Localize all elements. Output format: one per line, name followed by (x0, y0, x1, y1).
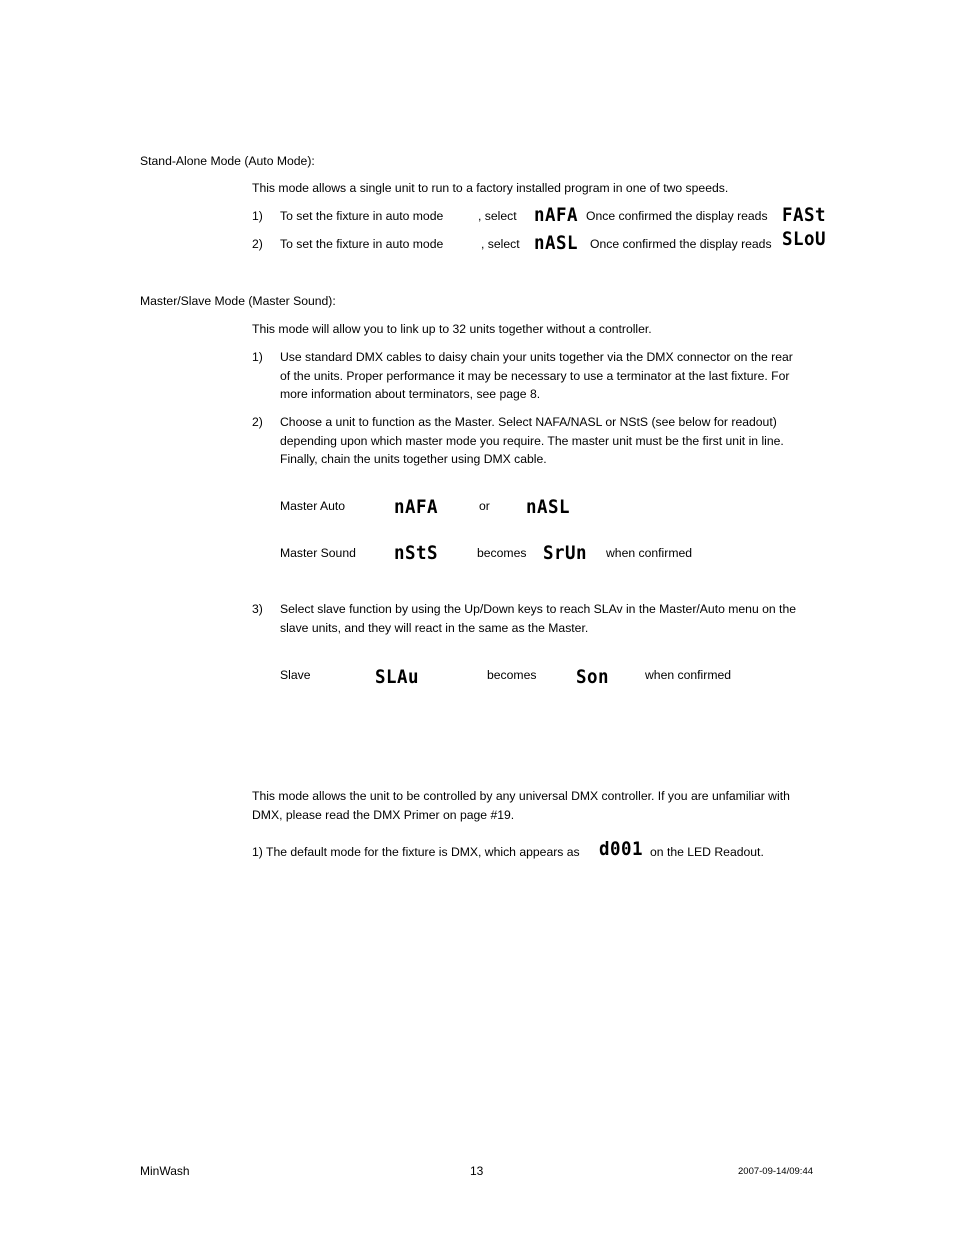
masterslave-item-3-text (280, 600, 796, 637)
text-line: Choose a unit to function as the Master. Select NAFA/NASL or NStS (see below for readout) (280, 415, 777, 429)
standalone-item-2-confirm: Once confirmed the display reads (590, 237, 772, 251)
standalone-item-1-text: To set the fixture in auto mode (280, 209, 444, 223)
text-line: slave units, and they will react in the same as the Master. (280, 620, 589, 635)
text-line: This mode allows the unit to be controlled by any universal DMX controller. If you are unfamiliar with (252, 789, 790, 803)
lcd-readout-nasl: nASL (526, 496, 570, 518)
when-confirmed-text: when confirmed (606, 546, 693, 560)
page-number: 13 (470, 1164, 484, 1178)
lcd-readout-son: Son (576, 666, 609, 688)
lcd-readout-d001: d001 (599, 838, 643, 860)
lcd-readout-nasl: nASL (534, 232, 578, 254)
standalone-item-2-select: , select (481, 237, 520, 251)
dmx-after-text: on the LED Readout. (650, 845, 764, 859)
standalone-intro: This mode allows a single unit to run to a factory installed program in one of two speeds. (252, 181, 729, 195)
standalone-item-1-num: 1) (252, 209, 263, 223)
text-line: Select slave function by using the Up/Down keys to reach SLAv in the Master/Auto menu on the (280, 602, 796, 616)
masterslave-intro: This mode will allow you to link up to 32 units together without a controller. (252, 322, 652, 336)
dmx-default-text: 1) The default mode for the fixture is DMX, which appears as (252, 845, 580, 859)
master-sound-label: Master Sound (280, 546, 356, 560)
footer-timestamp: 2007-09-14/09:44 (738, 1166, 814, 1177)
masterslave-heading: Master/Slave Mode (Master Sound): (140, 294, 336, 308)
lcd-readout-fast: FASt (782, 204, 826, 226)
text-line: Finally, chain the units together using DMX cable. (280, 452, 547, 467)
when-confirmed-text: when confirmed (645, 668, 732, 682)
standalone-item-1-select: , select (478, 209, 517, 223)
masterslave-item-1-num: 1) (252, 350, 263, 364)
becomes-text: becomes (477, 546, 527, 560)
becomes-text: becomes (487, 668, 537, 682)
masterslave-item-2-text (280, 413, 784, 469)
text-line: of the units. Proper performance it may be necessary to use a terminator at the last fixture. For (280, 368, 790, 383)
masterslave-item-3-num: 3) (252, 602, 263, 616)
slave-label: Slave (280, 668, 311, 682)
text-line: depending upon which master mode you require. The master unit must be the first unit in line. (280, 433, 784, 448)
text-line: Use standard DMX cables to daisy chain your units together via the DMX connector on the rear (280, 350, 793, 364)
lcd-readout-slav: SLAu (375, 666, 419, 688)
or-text: or (479, 499, 490, 513)
lcd-readout-slow: SLoU (782, 228, 826, 250)
standalone-item-2-num: 2) (252, 237, 263, 251)
dmx-intro (252, 787, 790, 824)
text-line: more information about terminators, see page 8. (280, 387, 541, 402)
lcd-readout-nafa: nAFA (534, 204, 578, 226)
standalone-item-1-confirm: Once confirmed the display reads (586, 209, 768, 223)
master-auto-label: Master Auto (280, 499, 346, 513)
masterslave-item-1-text (280, 348, 793, 404)
masterslave-item-2-num: 2) (252, 415, 263, 429)
lcd-readout-nafa: nAFA (394, 496, 438, 518)
standalone-heading: Stand-Alone Mode (Auto Mode): (140, 154, 315, 168)
footer-doc-title: MinWash (140, 1164, 190, 1178)
lcd-readout-nsts: nStS (394, 542, 438, 564)
standalone-item-2-text: To set the fixture in auto mode (280, 237, 444, 251)
text-line: DMX, please read the DMX Primer on page #19. (252, 807, 515, 822)
lcd-readout-srun: SrUn (543, 542, 587, 564)
